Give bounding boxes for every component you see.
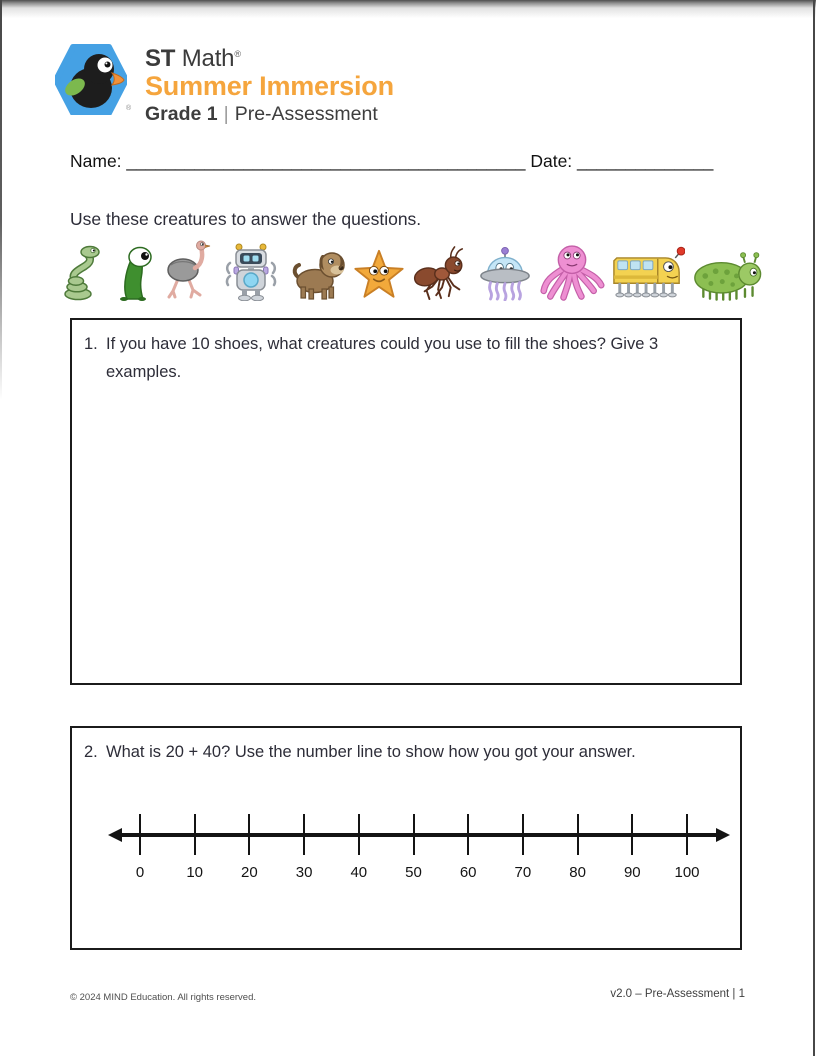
date-label: Date: [530, 151, 573, 171]
question-2-box [70, 726, 742, 950]
number-line-ticks [140, 814, 687, 855]
brand-title [145, 45, 241, 73]
number-line-right-arrow [716, 828, 730, 842]
number-line-tick [467, 814, 469, 855]
question-1-text-row [72, 320, 740, 386]
program-title: Summer Immersion [145, 71, 394, 101]
alien-image [114, 243, 152, 301]
number-line-tick [303, 814, 305, 855]
number-line-tick [194, 814, 196, 855]
number-line-tick-label: 0 [135, 864, 145, 881]
dog-image [286, 247, 346, 301]
number-line-tick-label: 20 [241, 864, 258, 881]
number-line-tick-label: 40 [350, 864, 368, 881]
number-line-tick-label: 10 [186, 864, 204, 881]
snake-image [62, 243, 107, 301]
school-bus-image [611, 246, 685, 301]
number-line-tick-label: 100 [674, 864, 700, 881]
name-label: Name: [70, 151, 122, 171]
footer-version-page: v2.0 – Pre-Assessment | 1 [610, 988, 745, 1000]
grade-divider: | [223, 103, 229, 125]
number-line-tick [358, 814, 360, 855]
footer-copyright: © 2024 MIND Education. All rights reserved. [70, 992, 257, 1003]
question-1-text: If you have 10 shoes, what creatures could you use to fill the shoes? Give 3 examples. [106, 335, 659, 381]
ant-image [413, 245, 471, 301]
number-line-tick-label: 30 [295, 864, 313, 881]
number-line-tick [686, 814, 688, 855]
page-left-edge [0, 0, 2, 400]
brand-registered-mark: ® [234, 49, 241, 59]
ostrich-image [158, 239, 216, 301]
caterpillar-image [692, 249, 762, 301]
brand-st: ST [145, 45, 176, 72]
number-line-tick-label: 70 [514, 864, 532, 881]
st-math-penguin-logo-icon [55, 43, 127, 115]
number-line-tick [577, 814, 579, 855]
number-line-tick [139, 814, 141, 855]
number-line-tick [413, 814, 415, 855]
grade-label: Grade 1 [145, 103, 218, 125]
logo-registered-mark: ® [126, 105, 132, 112]
instruction-text: Use these creatures to answer the questions. [70, 209, 422, 229]
question-1-box [70, 318, 742, 685]
doc-type-label: Pre-Assessment [234, 103, 378, 125]
date-blank-line: ______________ [577, 151, 714, 171]
question-1-number: 1. [84, 335, 98, 353]
page-right-edge [813, 0, 815, 1056]
number-line [72, 808, 740, 938]
question-2-number: 2. [84, 743, 98, 761]
name-date-row [70, 151, 713, 172]
octopus-image [539, 243, 605, 301]
question-2-text-row [72, 728, 740, 766]
number-line-labels [135, 864, 700, 884]
number-line-tick-label: 90 [623, 864, 641, 881]
number-line-tick [248, 814, 250, 855]
robot-image [223, 241, 279, 301]
starfish-image [352, 248, 406, 301]
brand-math: Math [175, 45, 235, 72]
number-line-tick [631, 814, 633, 855]
question-2-text: What is 20 + 40? Use the number line to show how you got your answer. [106, 743, 636, 761]
number-line-tick-label: 50 [405, 864, 422, 881]
ufo-jellyfish-image [478, 244, 532, 301]
number-line-tick [522, 814, 524, 855]
number-line-tick-label: 60 [459, 864, 477, 881]
creatures-row [62, 237, 762, 301]
name-blank-line: _________________________________________ [126, 151, 526, 171]
number-line-tick-label: 80 [569, 864, 586, 881]
grade-subtitle [145, 103, 378, 126]
page-top-shadow [0, 0, 816, 18]
